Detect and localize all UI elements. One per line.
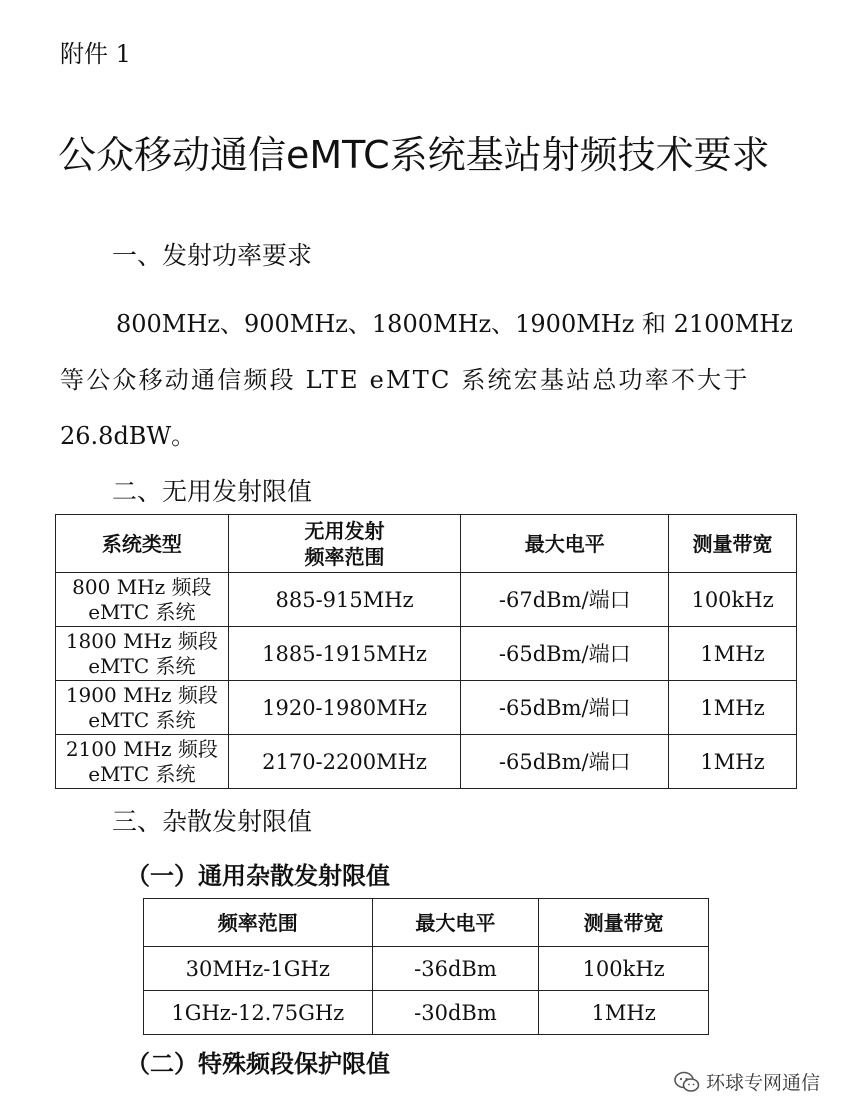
header-line: 无用发射 xyxy=(304,518,385,543)
header-frequency-range: 频率范围 xyxy=(144,899,373,947)
table-row xyxy=(56,735,797,789)
section3-heading: 三、杂散发射限值 xyxy=(112,807,313,836)
cell-bandwidth: 1MHz xyxy=(539,991,709,1035)
table-row xyxy=(144,947,709,991)
cell-range: 2170-2200MHz xyxy=(228,735,461,789)
cell-range: 885-915MHz xyxy=(228,573,461,627)
spurious-emission-table xyxy=(143,898,709,1035)
document-title: 公众移动通信eMTC系统基站射频技术要求 xyxy=(58,133,770,177)
paragraph-line: 800MHz、900MHz、1800MHz、1900MHz 和 2100MHz xyxy=(116,310,793,338)
header-bandwidth: 测量带宽 xyxy=(539,899,709,947)
cell-bandwidth: 1MHz xyxy=(669,681,797,735)
section1-paragraph xyxy=(60,296,792,464)
subsection1-heading: （一）通用杂散发射限值 xyxy=(126,862,390,890)
wechat-icon xyxy=(674,1071,700,1093)
watermark-text: 环球专网通信 xyxy=(706,1072,821,1094)
cell-range: 1885-1915MHz xyxy=(228,627,461,681)
header-max-level: 最大电平 xyxy=(372,899,539,947)
annex-label: 附件 1 xyxy=(60,40,131,68)
cell-range: 1920-1980MHz xyxy=(228,681,461,735)
section2-heading: 二、无用发射限值 xyxy=(112,477,313,506)
cell-level: -65dBm/端口 xyxy=(461,681,669,735)
table-header-row xyxy=(56,515,797,573)
cell-system: 800 MHz 频段 eMTC 系统 xyxy=(56,573,229,627)
cell-level: -67dBm/端口 xyxy=(461,573,669,627)
cell-system: 1800 MHz 频段 eMTC 系统 xyxy=(56,627,229,681)
cell-bandwidth: 100kHz xyxy=(669,573,797,627)
cell-system: 2100 MHz 频段 eMTC 系统 xyxy=(56,735,229,789)
watermark xyxy=(674,1068,820,1095)
header-bandwidth: 测量带宽 xyxy=(669,515,797,573)
cell-level: -65dBm/端口 xyxy=(461,735,669,789)
table-row xyxy=(56,627,797,681)
paragraph-line: 等公众移动通信频段 LTE eMTC 系统宏基站总功率不大于 xyxy=(60,366,750,394)
cell-range: 30MHz-1GHz xyxy=(144,947,373,991)
cell-bandwidth: 100kHz xyxy=(539,947,709,991)
cell-level: -65dBm/端口 xyxy=(461,627,669,681)
unwanted-emission-table xyxy=(55,514,797,789)
table-row xyxy=(144,991,709,1035)
cell-bandwidth: 1MHz xyxy=(669,627,797,681)
header-frequency-range xyxy=(228,515,461,573)
header-system-type: 系统类型 xyxy=(56,515,229,573)
cell-system: 1900 MHz 频段 eMTC 系统 xyxy=(56,681,229,735)
cell-level: -30dBm xyxy=(372,991,539,1035)
table-row xyxy=(56,573,797,627)
cell-level: -36dBm xyxy=(372,947,539,991)
subsection2-heading: （二）特殊频段保护限值 xyxy=(126,1050,390,1078)
table-row xyxy=(56,681,797,735)
header-max-level: 最大电平 xyxy=(461,515,669,573)
header-line: 频率范围 xyxy=(304,544,385,569)
table-header-row xyxy=(144,899,709,947)
section1-heading: 一、发射功率要求 xyxy=(112,241,313,270)
paragraph-line: 26.8dBW。 xyxy=(60,422,196,450)
cell-range: 1GHz-12.75GHz xyxy=(144,991,373,1035)
cell-bandwidth: 1MHz xyxy=(669,735,797,789)
